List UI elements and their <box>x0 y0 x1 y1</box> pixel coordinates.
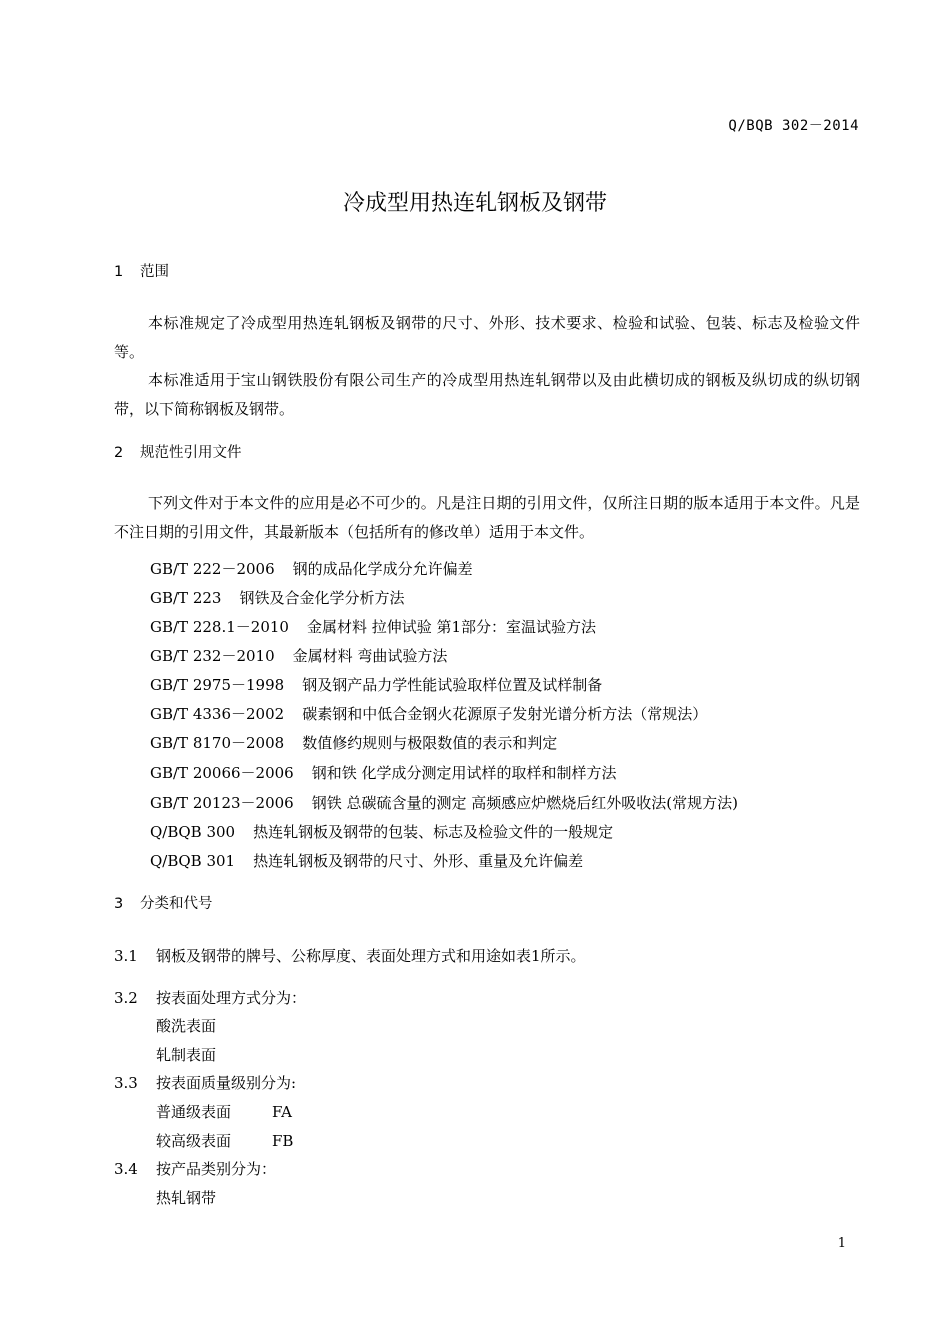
section-2-heading <box>114 441 242 462</box>
reference-title: 钢铁 总碳硫含量的测定 高频感应炉燃烧后红外吸收法(常规方法) <box>311 794 738 812</box>
sub-item-code: FB <box>272 1132 294 1150</box>
paragraph: 本标准适用于宝山钢铁股份有限公司生产的冷成型用热连轧钢带以及由此横切成的钢板及纵切成的纵切钢带，以下简称钢板及钢带。 <box>114 371 860 418</box>
section-title: 分类和代号 <box>140 896 213 912</box>
sub-item <box>156 1045 216 1065</box>
clause-item <box>114 1073 296 1093</box>
sub-item-label: 热轧钢带 <box>156 1189 217 1207</box>
reference-code: Q/BQB 301 <box>150 852 236 870</box>
sub-item <box>156 1188 216 1208</box>
section-number: 2 <box>114 445 124 461</box>
reference-code: GB/T 20123－2006 <box>150 794 294 812</box>
clause-number: 3.1 <box>114 947 138 965</box>
paragraph: 本标准规定了冷成型用热连轧钢板及钢带的尺寸、外形、技术要求、检验和试验、包装、标志及检验文件等。 <box>114 314 860 361</box>
reference-item <box>150 704 707 724</box>
page-number: 1 <box>837 1236 846 1251</box>
document-code: Q/BQB 302－2014 <box>728 118 859 134</box>
sub-item-label: 普通级表面 <box>156 1103 232 1121</box>
paragraph: 下列文件对于本文件的应用是必不可少的。凡是注日期的引用文件，仅所注日期的版本适用于本文件。凡是不注日期的引用文件，其最新版本（包括所有的修改单）适用于本文件。 <box>114 494 860 541</box>
reference-title: 热连轧钢板及钢带的尺寸、外形、重量及允许偏差 <box>253 852 584 870</box>
reference-code: GB/T 2975－1998 <box>150 676 285 694</box>
reference-item <box>150 793 738 813</box>
reference-item <box>150 559 473 579</box>
reference-code: GB/T 223 <box>150 589 222 607</box>
sub-item-code: FA <box>272 1103 292 1121</box>
sub-item-label: 酸洗表面 <box>156 1017 217 1035</box>
clause-number: 3.2 <box>114 989 138 1007</box>
reference-item <box>150 646 447 666</box>
reference-title: 碳素钢和中低合金钢火花源原子发射光谱分析方法（常规法） <box>302 705 708 723</box>
reference-title: 钢和铁 化学成分测定用试样的取样和制样方法 <box>311 764 617 782</box>
reference-code: GB/T 4336－2002 <box>150 705 285 723</box>
clause-number: 3.4 <box>114 1160 138 1178</box>
section-3-heading <box>114 892 213 913</box>
reference-item <box>150 675 602 695</box>
clause-number: 3.3 <box>114 1074 138 1092</box>
reference-code: GB/T 222－2006 <box>150 560 275 578</box>
reference-item <box>150 822 613 842</box>
reference-title: 金属材料 弯曲试验方法 <box>292 647 448 665</box>
sub-item <box>156 1131 294 1151</box>
reference-item <box>150 763 617 783</box>
section-number: 3 <box>114 896 124 912</box>
clause-text: 按产品类别分为： <box>156 1160 277 1178</box>
reference-title: 钢铁及合金化学分析方法 <box>239 589 405 607</box>
clause-item <box>114 1159 276 1179</box>
reference-title: 热连轧钢板及钢带的包装、标志及检验文件的一般规定 <box>253 823 614 841</box>
clause-text: 按表面质量级别分为: <box>156 1074 297 1092</box>
sub-item <box>156 1102 292 1122</box>
reference-title: 金属材料 拉伸试验 第1部分：室温试验方法 <box>306 618 597 636</box>
reference-code: GB/T 228.1－2010 <box>150 618 289 636</box>
sub-item-label: 较高级表面 <box>156 1132 232 1150</box>
sub-item-label: 轧制表面 <box>156 1046 217 1064</box>
reference-code: GB/T 232－2010 <box>150 647 275 665</box>
section-title: 规范性引用文件 <box>140 445 242 461</box>
clause-item <box>114 988 306 1008</box>
reference-code: Q/BQB 300 <box>150 823 236 841</box>
reference-code: GB/T 20066－2006 <box>150 764 294 782</box>
sub-item <box>156 1016 216 1036</box>
reference-item <box>150 617 596 637</box>
reference-title: 钢的成品化学成分允许偏差 <box>292 560 473 578</box>
reference-item <box>150 733 557 753</box>
section-1-heading <box>114 260 169 281</box>
section-number: 1 <box>114 264 124 280</box>
reference-code: GB/T 8170－2008 <box>150 734 285 752</box>
clause-text: 按表面处理方式分为： <box>156 989 307 1007</box>
section-title: 范围 <box>140 264 169 280</box>
document-title: 冷成型用热连轧钢板及钢带 <box>342 191 607 216</box>
reference-item <box>150 851 583 871</box>
clause-item <box>114 946 586 966</box>
clause-text: 钢板及钢带的牌号、公称厚度、表面处理方式和用途如表1所示。 <box>156 947 586 965</box>
reference-title: 数值修约规则与极限数值的表示和判定 <box>302 734 558 752</box>
reference-item <box>150 588 404 608</box>
reference-title: 钢及钢产品力学性能试验取样位置及试样制备 <box>302 676 603 694</box>
